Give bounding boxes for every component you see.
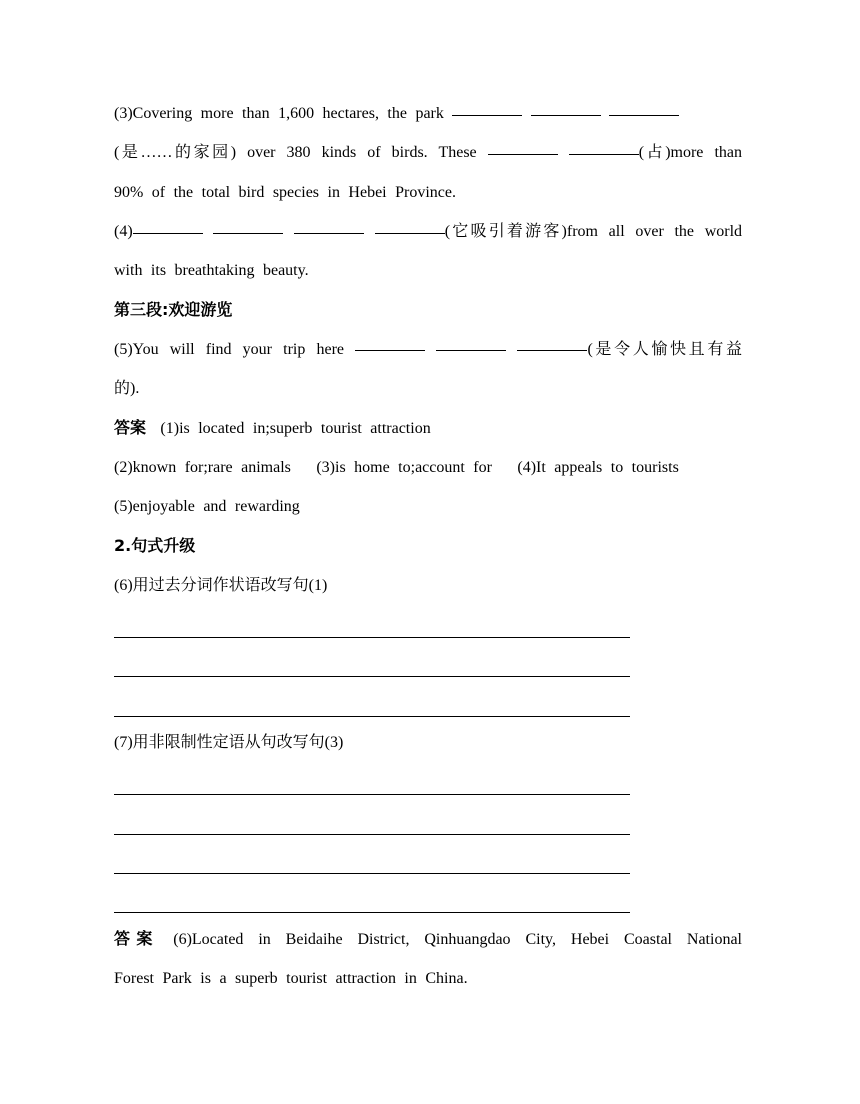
answer-label: 答案 — [114, 929, 159, 949]
fill-blank[interactable] — [213, 232, 283, 234]
answer-writing-line[interactable] — [114, 801, 742, 840]
answer1-line1-text: (1)is located in;superb tourist attraction — [160, 420, 431, 438]
answer-writing-line[interactable] — [114, 605, 742, 644]
para5-line2: 的). — [114, 380, 140, 398]
para4-line2: with its breathtaking beauty. — [114, 262, 309, 280]
para3-line2 — [114, 133, 742, 172]
answer-writing-line[interactable] — [114, 683, 742, 722]
q7-prompt: (7)用非限制性定语从句改写句(3) — [114, 733, 344, 751]
fill-blank[interactable] — [436, 349, 506, 351]
fill-blank[interactable] — [609, 114, 679, 116]
answer2-line2: Forest Park is a superb tourist attraction in China. — [114, 969, 468, 987]
para3-line2b-text: (占)more than — [638, 144, 742, 162]
para5-line1 — [114, 330, 742, 369]
answer1-line3: (5)enjoyable and rewarding — [114, 497, 300, 515]
para3-line3: 90% of the total bird species in Hebei Province. — [114, 183, 456, 201]
answer-writing-line[interactable] — [114, 880, 742, 919]
answer-label: 答案 — [114, 418, 147, 438]
answer-writing-line[interactable] — [114, 762, 742, 801]
answer-writing-line[interactable] — [114, 841, 742, 880]
answer-writing-line[interactable] — [114, 644, 742, 683]
fill-blank[interactable] — [452, 114, 522, 116]
fill-blank[interactable] — [488, 153, 558, 155]
fill-blank[interactable] — [294, 232, 364, 234]
q6-prompt: (6)用过去分词作状语改写句(1) — [114, 576, 328, 594]
answer1-line2: (2)known for;rare animals (3)is home to;account for (4)It appeals to tourists — [114, 458, 679, 476]
fill-blank[interactable] — [517, 349, 587, 351]
para5-suffix: (是令人愉快且有益 — [587, 340, 742, 358]
answer2-line1 — [114, 919, 742, 958]
fill-blank[interactable] — [355, 349, 425, 351]
para3-line1-text: (3)Covering more than 1,600 hectares, the park — [114, 105, 444, 122]
section3-heading: 第三段:欢迎游览 — [114, 300, 233, 320]
document-page — [114, 94, 742, 998]
para4-prefix: (4) — [114, 222, 133, 240]
para4-line1 — [114, 212, 742, 251]
para4-suffix: (它吸引着游客)from all over the world — [444, 222, 742, 240]
para3-line2a-text: (是……的家园) over 380 kinds of birds. These — [114, 144, 477, 162]
fill-blank[interactable] — [133, 232, 203, 234]
answer2-line1-text: (6)Located in Beidaihe District, Qinhuangdao City, Hebei Coastal National — [173, 931, 742, 949]
section2-heading: 2.句式升级 — [114, 536, 196, 556]
fill-blank[interactable] — [531, 114, 601, 116]
para3-line1 — [114, 94, 742, 133]
para5-prefix: (5)You will find your trip here — [114, 340, 345, 358]
fill-blank[interactable] — [375, 232, 445, 234]
answer1-line1 — [114, 408, 742, 447]
fill-blank[interactable] — [569, 153, 639, 155]
